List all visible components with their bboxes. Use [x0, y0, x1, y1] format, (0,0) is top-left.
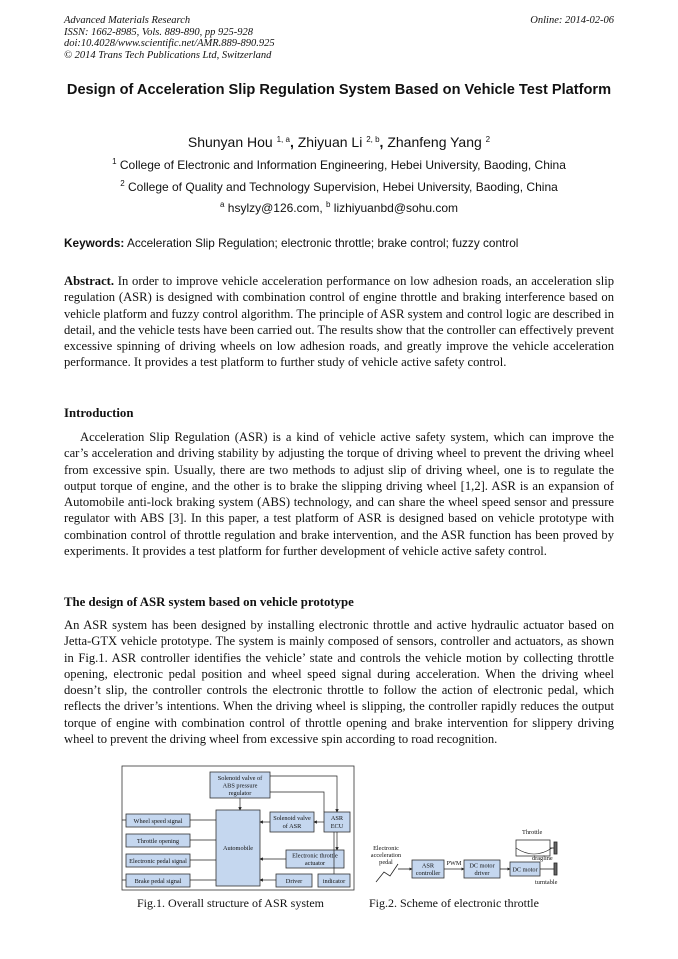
- affiliation: [64, 158, 614, 172]
- keywords: [64, 236, 518, 250]
- fig2-label: PWM: [446, 860, 462, 867]
- affiliation-text: College of Electronic and Information Engineering, Hebei University, Baoding, China: [119, 158, 566, 172]
- fig1-label: Throttle opening: [136, 838, 180, 845]
- author-sup: 2: [485, 135, 491, 144]
- section-heading-design: The design of ASR system based on vehicle prototype: [64, 595, 354, 609]
- keywords-text: Acceleration Slip Regulation; electronic throttle; brake control; fuzzy control: [126, 236, 519, 250]
- fig2-label: acceleration: [370, 852, 402, 859]
- journal-name: Advanced Materials Research: [64, 15, 191, 26]
- affiliation-sup: 1: [112, 157, 117, 166]
- affiliation-text: College of Quality and Technology Supervision, Hebei University, Baoding, China: [127, 180, 558, 194]
- fig2-label: Throttle: [522, 829, 543, 836]
- fig2-label: driver: [474, 870, 490, 877]
- fig1-label: Driver: [285, 878, 303, 885]
- fig2-label: pedal: [379, 859, 393, 866]
- fig1-label: Wheel speed signal: [133, 818, 183, 825]
- email-line: $^a$ hsylzy@126.com, $^b$ lizhiyuanbd@sohu.com: [219, 200, 459, 215]
- fig2-label: dragline: [532, 855, 553, 862]
- online-date: Online: 2014-02-06: [530, 15, 614, 26]
- paper-title: Design of Acceleration Slip Regulation System Based on Vehicle Test Platform: [66, 82, 612, 98]
- throttle-box: [516, 840, 550, 856]
- author-list: Shunyan Hou $^{1, a}$, Zhiyuan Li $^{2, b}$, Zhanfeng Yang $^2$: [187, 134, 491, 150]
- fig2-label: Electronic: [373, 845, 399, 852]
- author-name: Zhanfeng Yang: [387, 134, 482, 150]
- fig1-label: Electronic pedal signal: [129, 858, 187, 865]
- email-sup: b: [325, 200, 331, 209]
- author-sup: 1, a: [276, 135, 290, 144]
- email-sup: a: [219, 200, 225, 209]
- figure-1-asr-structure: [118, 764, 358, 892]
- fig2-label: ASR: [421, 862, 435, 870]
- doi-line: doi:10.4028/www.scientific.net/AMR.889-890.925: [64, 38, 275, 50]
- author-name: Zhiyuan Li: [297, 134, 363, 150]
- journal-header: [64, 15, 275, 61]
- fig2-label: turntable: [535, 879, 558, 886]
- fig1-label: ASR: [330, 815, 344, 822]
- introduction-text: Acceleration Slip Regulation (ASR) is a kind of vehicle active safety system, which can improve the car’s acceleration and driving stability by adjusting the torque of driving wheel to prevent the driving wheel from excessive spin. Usually, there are two methods to adjust slip of driving wheel, one is to regulate the output torque of engine, and the other is to brake the slipping driving wheel [1,2]. ASR is an expansion of Automobile anti-lock braking system (ABS) technology, and can share the wheel speed sensor and pressure regulator with ABS [3]. In this paper, a test platform of ASR is designed based on vehicle prototype with combination control of throttle regulation and brake intervention, and the ASR function has been proved by experiments. It provides a test platform for further development of vehicle active safety control.: [64, 430, 614, 558]
- fig1-label: ABS pressure: [222, 782, 258, 790]
- fig1-label: Electronic throttle: [292, 852, 338, 860]
- fig1-label: indicator: [322, 878, 346, 885]
- author-sup: 2, b: [366, 135, 380, 144]
- issn-line: ISSN: 1662-8985, Vols. 889-890, pp 925-928: [64, 26, 253, 38]
- fig1-label: of ASR: [282, 823, 302, 830]
- figure-2-electronic-throttle: [366, 822, 566, 888]
- fig1-label: Automobile: [222, 845, 254, 852]
- pedal-icon: [376, 864, 398, 882]
- author-name: Shunyan Hou: [187, 134, 273, 150]
- email-a[interactable]: hsylzy@126.com: [227, 201, 320, 215]
- fig1-label: regulator: [228, 790, 252, 797]
- email-b[interactable]: lizhiyuanbd@sohu.com: [333, 201, 459, 215]
- figure-2-caption: Fig.2. Scheme of electronic throttle: [369, 896, 539, 910]
- fig2-label: DC motor: [512, 866, 538, 874]
- fig1-label: actuator: [304, 860, 326, 867]
- fig1-label: Solenoid valve: [273, 815, 311, 822]
- section-heading-introduction: Introduction: [64, 406, 134, 420]
- keywords-label: Keywords:: [64, 236, 125, 250]
- figure-1-caption: Fig.1. Overall structure of ASR system: [137, 896, 324, 910]
- affiliation-sup: 2: [120, 179, 125, 188]
- abstract-label: Abstract.: [64, 274, 115, 288]
- fig2-label: DC motor: [469, 862, 495, 870]
- abstract-text: In order to improve vehicle acceleration performance on low adhesion roads, an acceleration slip regulation (ASR) is designed with combination control of engine throttle and braking interference based on vehicle platform and fuzzy control algorithm. The principle of ASR system and control logic are described in detail, and the vehicle tests have been carried out. The results show that the controller can effectively prevent excessive spinning of driving wheels on low adhesion roads, and greatly improve the vehicle acceleration performance. It provides a test platform to further study of vehicle active safety control.: [64, 274, 614, 370]
- affiliation: [64, 180, 614, 194]
- abstract: [64, 273, 614, 371]
- fig1-label: Solenoid valve of: [217, 775, 263, 782]
- fig1-label: ECU: [330, 823, 344, 830]
- design-text: An ASR system has been designed by installing electronic throttle and active hydraulic actuator based on Jetta-GTX vehicle prototype. The system is mainly composed of sensors, controller and actuators, as shown in Fig.1. ASR controller identifies the vehicle’ state and controls the vehicle motion by collecting throttle opening, electronic pedal position and wheel speed signal during acceleration. When the driving wheel doesn’t slip, the controller controls the electronic throttle to follow the action of electronic pedal, which reflects the driver’s intentions. When the driving wheel is slipping, the controller rapidly reduces the output torque of engine with combination control of throttle opening and brake intervention for slippery driving wheel to prevent the driving wheel from excessive spin according to road recognition.: [64, 618, 614, 746]
- copyright-line: © 2014 Trans Tech Publications Ltd, Switzerland: [64, 49, 272, 61]
- fig1-label: Brake pedal signal: [134, 878, 182, 885]
- fig2-label: controller: [415, 870, 441, 877]
